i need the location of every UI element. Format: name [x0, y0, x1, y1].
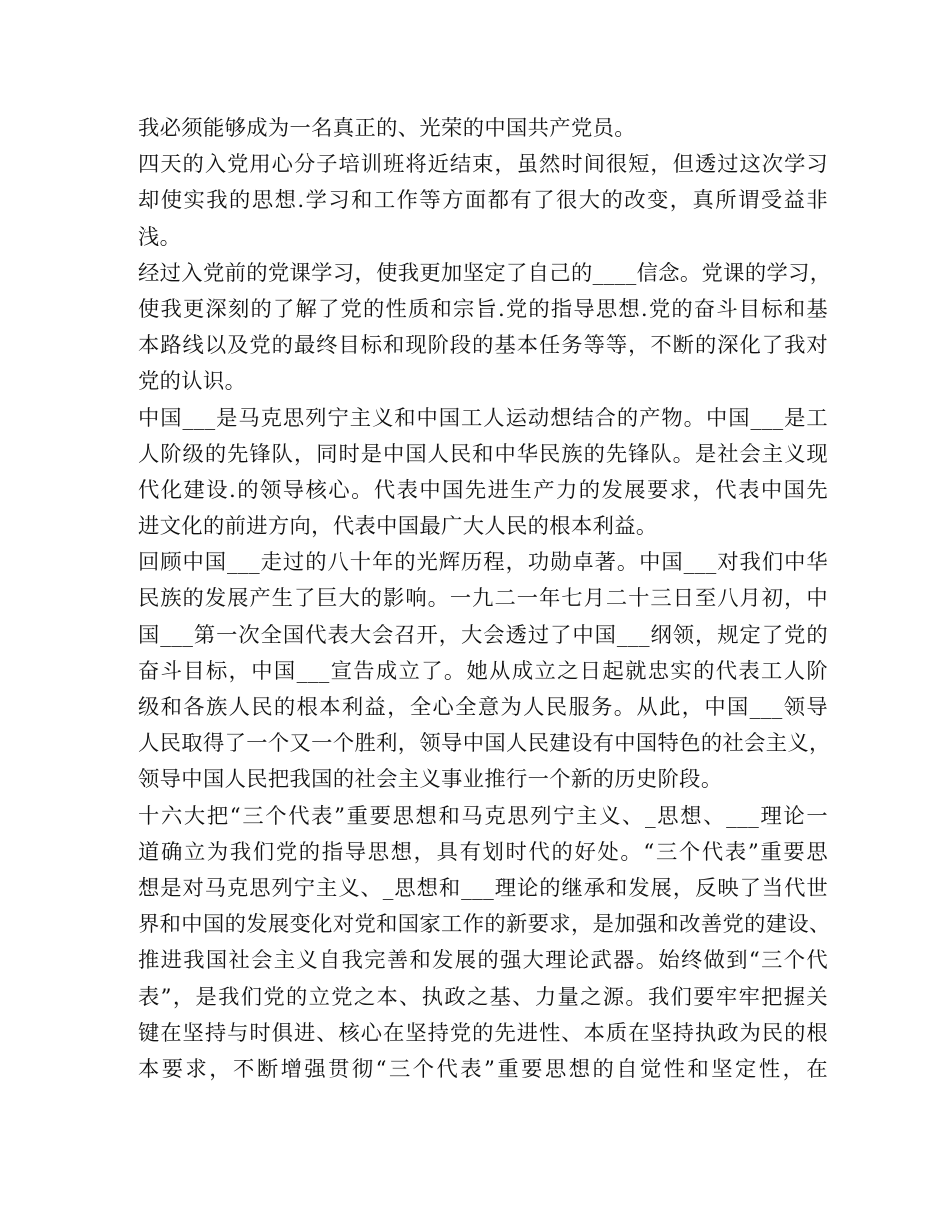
- text-line: 十六大把“三个代表”重要思想和马克思列宁主义、_思想、___理论一: [138, 803, 828, 829]
- text-line: 代化建设.的领导核心。代表中国先进生产力的发展要求，代表中国先: [138, 477, 828, 503]
- text-line: 浅。: [138, 224, 182, 250]
- text-line: 想是对马克思列宁主义、_思想和___理论的继承和发展，反映了当代世: [138, 875, 828, 901]
- text-line: 却使实我的思想.学习和工作等方面都有了很大的改变，真所谓受益非: [138, 188, 828, 214]
- text-line: 人民取得了一个又一个胜利，领导中国人民建设有中国特色的社会主义，: [138, 731, 831, 757]
- text-line: 人阶级的先锋队，同时是中国人民和中华民族的先锋队。是社会主义现: [138, 441, 828, 467]
- text-line: 回顾中国___走过的八十年的光辉历程，功勋卓著。中国___对我们中华: [138, 550, 828, 576]
- text-line: 级和各族人民的根本利益，全心全意为人民服务。从此，中国___领导: [138, 695, 828, 720]
- text-line: 四天的入党用心分子培训班将近结束，虽然时间很短，但透过这次学习: [138, 152, 828, 178]
- text-line: 界和中国的发展变化对党和国家工作的新要求，是加强和改善党的建设、: [138, 912, 831, 938]
- body-text: [138, 111, 832, 1088]
- text-line: 我必须能够成为一名真正的、光荣的中国共产党员。: [138, 116, 636, 141]
- text-line: 表”，是我们党的立党之本、执政之基、力量之源。我们要牢牢把握关: [138, 984, 828, 1010]
- text-line: 本路线以及党的最终目标和现阶段的基本任务等等，不断的深化了我对: [138, 333, 828, 359]
- text-line: 领导中国人民把我国的社会主义事业推行一个新的历史阶段。: [138, 767, 723, 793]
- text-line: 道确立为我们党的指导思想，具有划时代的好处。“三个代表”重要思: [138, 839, 828, 865]
- text-line: 国___第一次全国代表大会召开，大会透过了中国___纲领，规定了党的: [138, 622, 828, 648]
- text-line: 奋斗目标，中国___宣告成立了。她从成立之日起就忠实的代表工人阶: [138, 658, 828, 684]
- text-line: 中国___是马克思列宁主义和中国工人运动想结合的产物。中国___是工: [138, 405, 828, 431]
- text-line: 推进我国社会主义自我完善和发展的强大理论武器。始终做到“三个代: [138, 948, 828, 974]
- text-line: 使我更深刻的了解了党的性质和宗旨.党的指导思想.党的奋斗目标和基: [138, 296, 828, 322]
- text-line: 本要求，不断增强贯彻“三个代表”重要思想的自觉性和坚定性，在: [138, 1056, 828, 1082]
- text-line: 经过入党前的党课学习，使我更加坚定了自己的____信念。党课的学习，: [138, 260, 832, 286]
- text-line: 党的认识。: [138, 369, 247, 395]
- text-line: 民族的发展产生了巨大的影响。一九二一年七月二十三日至八月初，中: [138, 586, 828, 612]
- text-line: 进文化的前进方向，代表中国最广大人民的根本利益。: [138, 514, 658, 540]
- text-line: 键在坚持与时俱进、核心在坚持党的先进性、本质在坚持执政为民的根: [138, 1020, 828, 1046]
